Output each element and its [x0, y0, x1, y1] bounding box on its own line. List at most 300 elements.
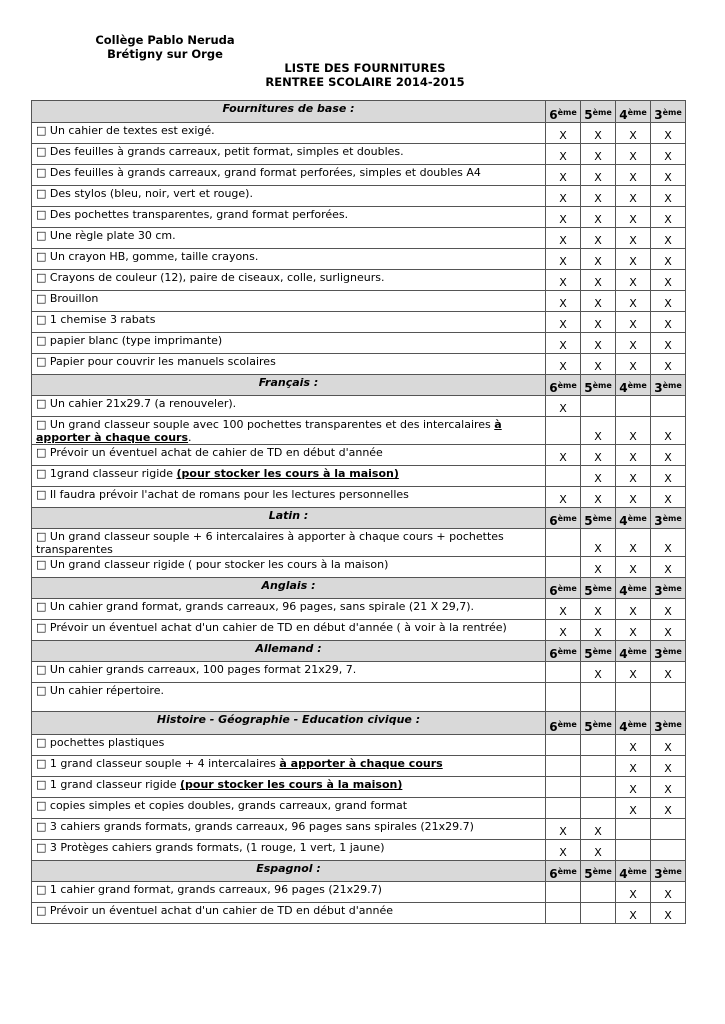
supply-item: [32, 186, 546, 207]
mark-4eme: X: [616, 165, 651, 186]
grade-number: 6: [549, 514, 558, 528]
emphasis-text: à apporter à chaque cours: [279, 757, 443, 770]
grade-header-6eme: [546, 641, 581, 662]
supply-row: [32, 735, 686, 756]
mark-4eme: X: [616, 599, 651, 620]
supply-row: [32, 417, 686, 445]
mark-5eme: X: [581, 557, 616, 578]
mark-4eme: X: [616, 756, 651, 777]
mark-3eme: [651, 819, 686, 840]
section-title: Anglais :: [32, 578, 546, 599]
item-text: □ Un cahier grands carreaux, 100 pages format 21x29, 7.: [36, 663, 357, 676]
grade-number: 6: [549, 584, 558, 598]
supply-item: [32, 312, 546, 333]
mark-3eme: [651, 840, 686, 861]
mark-3eme: X: [651, 270, 686, 291]
supply-item: [32, 291, 546, 312]
supply-row: [32, 903, 686, 924]
mark-6eme: X: [546, 620, 581, 641]
section-title: Français :: [32, 375, 546, 396]
grade-header-3eme: [651, 578, 686, 599]
mark-4eme: X: [616, 417, 651, 445]
supply-item: [32, 903, 546, 924]
grade-suffix: ème: [627, 514, 647, 523]
item-text: □ Un grand classeur souple avec 100 pochettes transparentes et des intercalaires: [36, 418, 495, 431]
school-city: Brétigny sur Orge: [107, 47, 223, 61]
mark-5eme: X: [581, 207, 616, 228]
grade-suffix: ème: [592, 720, 612, 729]
supply-row: [32, 291, 686, 312]
mark-3eme: X: [651, 445, 686, 466]
supply-row: [32, 123, 686, 144]
item-text: □ 1 chemise 3 rabats: [36, 313, 156, 326]
grade-header-6eme: [546, 375, 581, 396]
supply-item: [32, 123, 546, 144]
mark-3eme: X: [651, 662, 686, 683]
grade-header-5eme: [581, 641, 616, 662]
item-text: □ 1 cahier grand format, grands carreaux, 96 pages (21x29.7): [36, 883, 382, 896]
item-text: □ Crayons de couleur (12), paire de ciseaux, colle, surligneurs.: [36, 271, 385, 284]
mark-4eme: X: [616, 662, 651, 683]
grade-header-3eme: [651, 712, 686, 735]
mark-6eme: X: [546, 291, 581, 312]
grade-header-3eme: [651, 641, 686, 662]
mark-3eme: X: [651, 882, 686, 903]
section-header-row: [32, 375, 686, 396]
mark-4eme: [616, 840, 651, 861]
supply-row: [32, 882, 686, 903]
item-text: □ Prévoir un éventuel achat d'un cahier de TD en début d'année ( à voir à la rentrée): [36, 621, 507, 634]
supply-row: [32, 396, 686, 417]
mark-4eme: X: [616, 354, 651, 375]
item-text: □ Un grand classeur souple + 6 intercalaires à apporter à chaque cours + pochettes transparentes: [36, 530, 504, 556]
mark-5eme: [581, 396, 616, 417]
grade-number: 4: [619, 647, 628, 661]
mark-6eme: X: [546, 840, 581, 861]
supply-row: [32, 333, 686, 354]
grade-header-4eme: [616, 101, 651, 123]
mark-6eme: [546, 756, 581, 777]
grade-suffix: ème: [592, 647, 612, 656]
title-line-1: LISTE DES FOURNITURES: [284, 61, 446, 75]
mark-3eme: X: [651, 798, 686, 819]
grade-header-5eme: [581, 712, 616, 735]
mark-4eme: X: [616, 207, 651, 228]
grade-suffix: ème: [662, 381, 682, 390]
mark-6eme: [546, 735, 581, 756]
mark-4eme: X: [616, 445, 651, 466]
grade-suffix: ème: [662, 584, 682, 593]
mark-5eme: X: [581, 487, 616, 508]
supply-row: [32, 186, 686, 207]
mark-6eme: X: [546, 270, 581, 291]
mark-6eme: X: [546, 123, 581, 144]
grade-number: 4: [619, 867, 628, 881]
mark-3eme: X: [651, 466, 686, 487]
mark-5eme: X: [581, 599, 616, 620]
mark-5eme: [581, 683, 616, 712]
supply-item: [32, 798, 546, 819]
supply-item: [32, 144, 546, 165]
item-text: □ 3 Protèges cahiers grands formats, (1 rouge, 1 vert, 1 jaune): [36, 841, 385, 854]
section-title: Latin :: [32, 508, 546, 529]
grade-number: 5: [584, 720, 593, 734]
item-text: □ pochettes plastiques: [36, 736, 165, 749]
mark-5eme: X: [581, 123, 616, 144]
item-text: □ Un cahier grand format, grands carreaux, 96 pages, sans spirale (21 X 29,7).: [36, 600, 475, 613]
mark-5eme: X: [581, 819, 616, 840]
mark-3eme: [651, 396, 686, 417]
item-text: □ Des feuilles à grands carreaux, grand format perforées, simples et doubles A4: [36, 166, 481, 179]
mark-4eme: [616, 396, 651, 417]
grade-suffix: ème: [627, 108, 647, 117]
mark-5eme: X: [581, 333, 616, 354]
supply-row: [32, 354, 686, 375]
mark-5eme: X: [581, 466, 616, 487]
supply-item: [32, 683, 546, 712]
grade-header-6eme: [546, 861, 581, 882]
mark-3eme: X: [651, 333, 686, 354]
supply-item: [32, 417, 546, 445]
item-text: □ 1 grand classeur souple + 4 intercalaires: [36, 757, 280, 770]
grade-number: 6: [549, 720, 558, 734]
mark-5eme: X: [581, 144, 616, 165]
supply-row: [32, 620, 686, 641]
grade-number: 4: [619, 720, 628, 734]
mark-4eme: X: [616, 557, 651, 578]
mark-5eme: [581, 798, 616, 819]
mark-5eme: X: [581, 270, 616, 291]
mark-5eme: X: [581, 312, 616, 333]
supply-row: [32, 249, 686, 270]
mark-4eme: X: [616, 735, 651, 756]
grade-header-5eme: [581, 508, 616, 529]
mark-5eme: X: [581, 840, 616, 861]
grade-suffix: ème: [557, 381, 577, 390]
mark-5eme: X: [581, 249, 616, 270]
mark-6eme: X: [546, 186, 581, 207]
mark-3eme: X: [651, 735, 686, 756]
section-title: Histoire - Géographie - Education civique :: [32, 712, 546, 735]
mark-4eme: X: [616, 312, 651, 333]
mark-5eme: X: [581, 186, 616, 207]
supply-row: [32, 529, 686, 557]
mark-6eme: X: [546, 396, 581, 417]
item-text: □ 1grand classeur rigide: [36, 467, 177, 480]
supply-item: [32, 165, 546, 186]
item-text: □ Un cahier de textes est exigé.: [36, 124, 215, 137]
mark-4eme: X: [616, 228, 651, 249]
grade-header-4eme: [616, 712, 651, 735]
supply-row: [32, 662, 686, 683]
mark-5eme: [581, 903, 616, 924]
mark-6eme: X: [546, 228, 581, 249]
mark-3eme: X: [651, 903, 686, 924]
mark-6eme: [546, 798, 581, 819]
mark-6eme: [546, 529, 581, 557]
mark-6eme: [546, 557, 581, 578]
supply-row: [32, 798, 686, 819]
grade-suffix: ème: [592, 108, 612, 117]
grade-header-3eme: [651, 101, 686, 123]
mark-6eme: [546, 683, 581, 712]
supplies-table: [31, 100, 686, 924]
section-header-row: [32, 641, 686, 662]
grade-header-4eme: [616, 508, 651, 529]
supply-item: [32, 445, 546, 466]
grade-header-3eme: [651, 375, 686, 396]
mark-3eme: X: [651, 228, 686, 249]
grade-number: 6: [549, 108, 558, 122]
mark-4eme: X: [616, 123, 651, 144]
supply-item: [32, 529, 546, 557]
mark-6eme: [546, 882, 581, 903]
grade-number: 3: [654, 867, 663, 881]
school-header: [70, 33, 260, 61]
supply-row: [32, 165, 686, 186]
mark-3eme: X: [651, 417, 686, 445]
mark-5eme: X: [581, 417, 616, 445]
mark-3eme: X: [651, 207, 686, 228]
item-text: □ 1 grand classeur rigide: [36, 778, 181, 791]
grade-suffix: ème: [557, 647, 577, 656]
grade-suffix: ème: [557, 584, 577, 593]
mark-6eme: X: [546, 445, 581, 466]
mark-4eme: X: [616, 798, 651, 819]
supply-item: [32, 487, 546, 508]
item-text: □ Un crayon HB, gomme, taille crayons.: [36, 250, 259, 263]
mark-3eme: X: [651, 777, 686, 798]
mark-6eme: X: [546, 207, 581, 228]
item-text: □ Il faudra prévoir l'achat de romans pour les lectures personnelles: [36, 488, 409, 501]
item-text: □ Papier pour couvrir les manuels scolaires: [36, 355, 276, 368]
mark-5eme: [581, 882, 616, 903]
supply-row: [32, 777, 686, 798]
mark-3eme: X: [651, 557, 686, 578]
item-text: □ 3 cahiers grands formats, grands carreaux, 96 pages sans spirales (21x29.7): [36, 820, 474, 833]
grade-number: 3: [654, 720, 663, 734]
grade-number: 5: [584, 647, 593, 661]
section-header-row: [32, 712, 686, 735]
grade-header-4eme: [616, 375, 651, 396]
mark-3eme: X: [651, 186, 686, 207]
grade-header-5eme: [581, 578, 616, 599]
mark-3eme: X: [651, 165, 686, 186]
mark-4eme: X: [616, 903, 651, 924]
grade-number: 5: [584, 867, 593, 881]
supply-item: [32, 756, 546, 777]
grade-number: 6: [549, 381, 558, 395]
mark-3eme: X: [651, 620, 686, 641]
grade-number: 6: [549, 647, 558, 661]
grade-number: 4: [619, 514, 628, 528]
grade-suffix: ème: [557, 108, 577, 117]
mark-5eme: X: [581, 620, 616, 641]
mark-3eme: X: [651, 123, 686, 144]
grade-number: 6: [549, 867, 558, 881]
supply-item: [32, 396, 546, 417]
emphasis-text: à apporter à chaque cours: [36, 418, 502, 444]
mark-5eme: X: [581, 354, 616, 375]
grade-suffix: ème: [662, 720, 682, 729]
mark-4eme: X: [616, 620, 651, 641]
grade-header-5eme: [581, 375, 616, 396]
supply-row: [32, 466, 686, 487]
emphasis-text: (pour stocker les cours à la maison): [180, 778, 403, 791]
grade-number: 3: [654, 381, 663, 395]
section-header-row: [32, 861, 686, 882]
mark-4eme: X: [616, 291, 651, 312]
mark-6eme: [546, 903, 581, 924]
grade-suffix: ème: [662, 867, 682, 876]
mark-5eme: X: [581, 529, 616, 557]
grade-number: 4: [619, 584, 628, 598]
grade-number: 5: [584, 108, 593, 122]
grade-suffix: ème: [627, 584, 647, 593]
item-text: □ Des pochettes transparentes, grand format perforées.: [36, 208, 349, 221]
section-header-row: [32, 101, 686, 123]
title-line-2: RENTREE SCOLAIRE 2014-2015: [265, 75, 465, 89]
section-header-row: [32, 508, 686, 529]
mark-3eme: X: [651, 291, 686, 312]
grade-suffix: ème: [592, 381, 612, 390]
grade-header-6eme: [546, 101, 581, 123]
item-text: □ Une règle plate 30 cm.: [36, 229, 176, 242]
supply-row: [32, 312, 686, 333]
section-header-row: [32, 578, 686, 599]
mark-4eme: X: [616, 186, 651, 207]
supply-item: [32, 662, 546, 683]
supply-row: [32, 144, 686, 165]
supply-item: [32, 840, 546, 861]
school-name: Collège Pablo Neruda: [95, 33, 235, 47]
supply-item: [32, 333, 546, 354]
mark-5eme: [581, 777, 616, 798]
mark-6eme: X: [546, 144, 581, 165]
mark-3eme: X: [651, 354, 686, 375]
document-title: [200, 61, 530, 89]
grade-suffix: ème: [627, 381, 647, 390]
grade-suffix: ème: [662, 108, 682, 117]
supply-item: [32, 354, 546, 375]
supply-item: [32, 249, 546, 270]
mark-4eme: [616, 683, 651, 712]
grade-suffix: ème: [627, 867, 647, 876]
mark-4eme: X: [616, 487, 651, 508]
grade-suffix: ème: [662, 514, 682, 523]
supply-row: [32, 557, 686, 578]
supply-row: [32, 445, 686, 466]
supply-item: [32, 466, 546, 487]
supply-row: [32, 228, 686, 249]
supply-item: [32, 882, 546, 903]
mark-4eme: X: [616, 882, 651, 903]
item-text: .: [188, 431, 192, 444]
mark-6eme: X: [546, 354, 581, 375]
section-title: Espagnol :: [32, 861, 546, 882]
mark-5eme: X: [581, 662, 616, 683]
mark-4eme: X: [616, 270, 651, 291]
mark-6eme: [546, 417, 581, 445]
mark-6eme: [546, 777, 581, 798]
grade-header-5eme: [581, 101, 616, 123]
mark-4eme: [616, 819, 651, 840]
mark-4eme: X: [616, 529, 651, 557]
grade-header-3eme: [651, 861, 686, 882]
mark-4eme: X: [616, 333, 651, 354]
grade-suffix: ème: [557, 514, 577, 523]
mark-5eme: X: [581, 291, 616, 312]
section-title: Fournitures de base :: [32, 101, 546, 123]
supply-row: [32, 207, 686, 228]
grade-number: 3: [654, 108, 663, 122]
mark-4eme: X: [616, 249, 651, 270]
mark-6eme: X: [546, 599, 581, 620]
grade-number: 3: [654, 584, 663, 598]
mark-6eme: [546, 466, 581, 487]
mark-4eme: X: [616, 777, 651, 798]
item-text: □ Prévoir un éventuel achat d'un cahier de TD en début d'année: [36, 904, 394, 917]
supply-item: [32, 228, 546, 249]
grade-number: 3: [654, 647, 663, 661]
mark-6eme: X: [546, 312, 581, 333]
mark-6eme: X: [546, 249, 581, 270]
item-text: □ copies simples et copies doubles, grands carreaux, grand format: [36, 799, 408, 812]
supply-row: [32, 487, 686, 508]
grade-suffix: ème: [592, 514, 612, 523]
grade-header-4eme: [616, 578, 651, 599]
grade-number: 4: [619, 108, 628, 122]
supply-item: [32, 735, 546, 756]
mark-5eme: X: [581, 228, 616, 249]
supply-row: [32, 599, 686, 620]
supply-row: [32, 683, 686, 712]
grade-suffix: ème: [592, 867, 612, 876]
supply-item: [32, 777, 546, 798]
mark-6eme: X: [546, 487, 581, 508]
supply-row: [32, 270, 686, 291]
mark-5eme: X: [581, 165, 616, 186]
mark-3eme: X: [651, 599, 686, 620]
emphasis-text: (pour stocker les cours à la maison): [176, 467, 399, 480]
grade-suffix: ème: [662, 647, 682, 656]
grade-header-6eme: [546, 578, 581, 599]
item-text: □ Brouillon: [36, 292, 99, 305]
item-text: □ Des stylos (bleu, noir, vert et rouge).: [36, 187, 253, 200]
mark-6eme: [546, 662, 581, 683]
supply-row: [32, 756, 686, 777]
mark-3eme: X: [651, 487, 686, 508]
supply-row: [32, 840, 686, 861]
grade-number: 5: [584, 584, 593, 598]
grade-number: 5: [584, 381, 593, 395]
mark-3eme: X: [651, 312, 686, 333]
mark-3eme: [651, 683, 686, 712]
supply-item: [32, 557, 546, 578]
grade-header-6eme: [546, 712, 581, 735]
grade-header-4eme: [616, 861, 651, 882]
supply-item: [32, 599, 546, 620]
item-text: □ Prévoir un éventuel achat de cahier de TD en début d'année: [36, 446, 383, 459]
mark-3eme: X: [651, 144, 686, 165]
mark-6eme: X: [546, 819, 581, 840]
grade-number: 5: [584, 514, 593, 528]
mark-3eme: X: [651, 756, 686, 777]
item-text: □ Un cahier répertoire.: [36, 684, 164, 697]
item-text: □ papier blanc (type imprimante): [36, 334, 223, 347]
grade-header-5eme: [581, 861, 616, 882]
grade-header-4eme: [616, 641, 651, 662]
